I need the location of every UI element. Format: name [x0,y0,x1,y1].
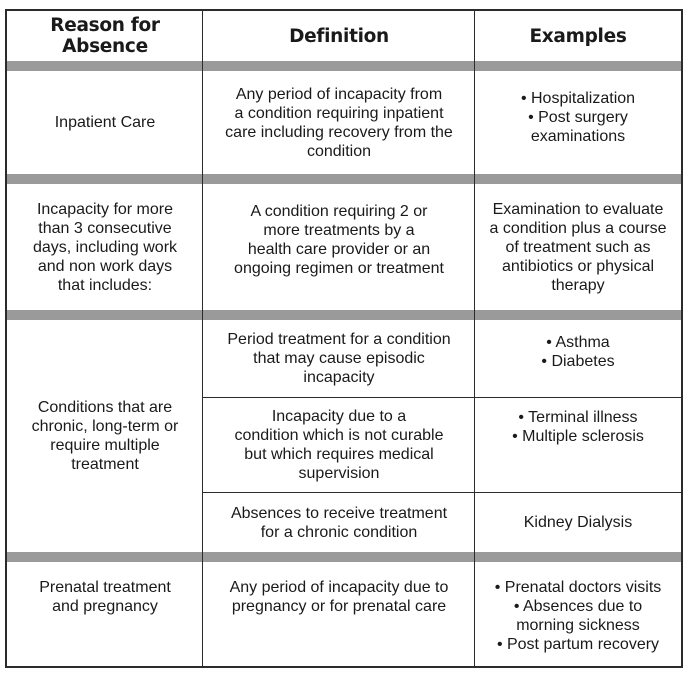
divider-band [7,61,681,71]
definition-text: Any period of incapacity due to pregnancy or for prenatal care [229,579,449,615]
definition-text: Incapacity due to a condition which is not curable but which requires medical supervision [234,408,444,482]
row-inpatient-examples [475,71,681,174]
row-chronic-reason [7,320,203,552]
definition-text: Absences to receive treatment for a chronic condition [230,504,448,541]
subrow-episodic-definition [203,320,475,397]
subrow-not-curable-definition [203,398,475,492]
reason-text: Inpatient Care [54,114,156,131]
reason-text: Conditions that are chronic, long-term or require multiple treatment [31,399,179,473]
row-incapacity-reason [7,184,203,310]
definition-text: A condition requiring 2 or more treatments by a health care provider or an ongoing regimen or treatment [234,203,444,277]
subrow-episodic-examples [475,320,681,397]
subrow-not-curable-examples [475,398,681,492]
header-examples: Examples [529,25,627,47]
subrow-chronic-treatment-examples [475,493,681,552]
header-reason: Reason for Absence [50,15,160,57]
row-prenatal-definition [203,562,475,666]
examples-text: Kidney Dialysis [523,514,633,531]
row-incapacity-examples [475,184,681,310]
divider-band [7,310,681,320]
row-prenatal-examples [475,562,681,666]
reason-text: Prenatal treatment and pregnancy [39,579,171,615]
absence-table [5,9,683,668]
subrow-chronic-treatment-definition [203,493,475,552]
examples-text: • Hospitalization • Post surgery examinations [520,90,636,145]
row-incapacity-definition [203,184,475,310]
examples-text: • Asthma • Diabetes [541,334,615,370]
row-inpatient-definition [203,71,475,174]
examples-text: • Terminal illness • Multiple sclerosis [512,409,644,445]
divider-band [7,174,681,184]
row-inpatient-reason [7,71,203,174]
row-prenatal-reason [7,562,203,666]
definition-text: Any period of incapacity from a condition requiring inpatient care including recovery from the condition [225,85,453,160]
examples-text: • Prenatal doctors visits • Absences due to morning sickness • Post partum recovery [494,579,662,653]
reason-text: Incapacity for more than 3 consecutive days, including work and non work days that includes: [32,200,178,294]
definition-text: Period treatment for a condition that may cause episodic incapacity [227,331,451,386]
header-definition: Definition [289,25,389,47]
examples-text: Examination to evaluate a condition plus a course of treatment such as antibiotics or physical therapy [489,200,667,294]
divider-band [7,552,681,562]
